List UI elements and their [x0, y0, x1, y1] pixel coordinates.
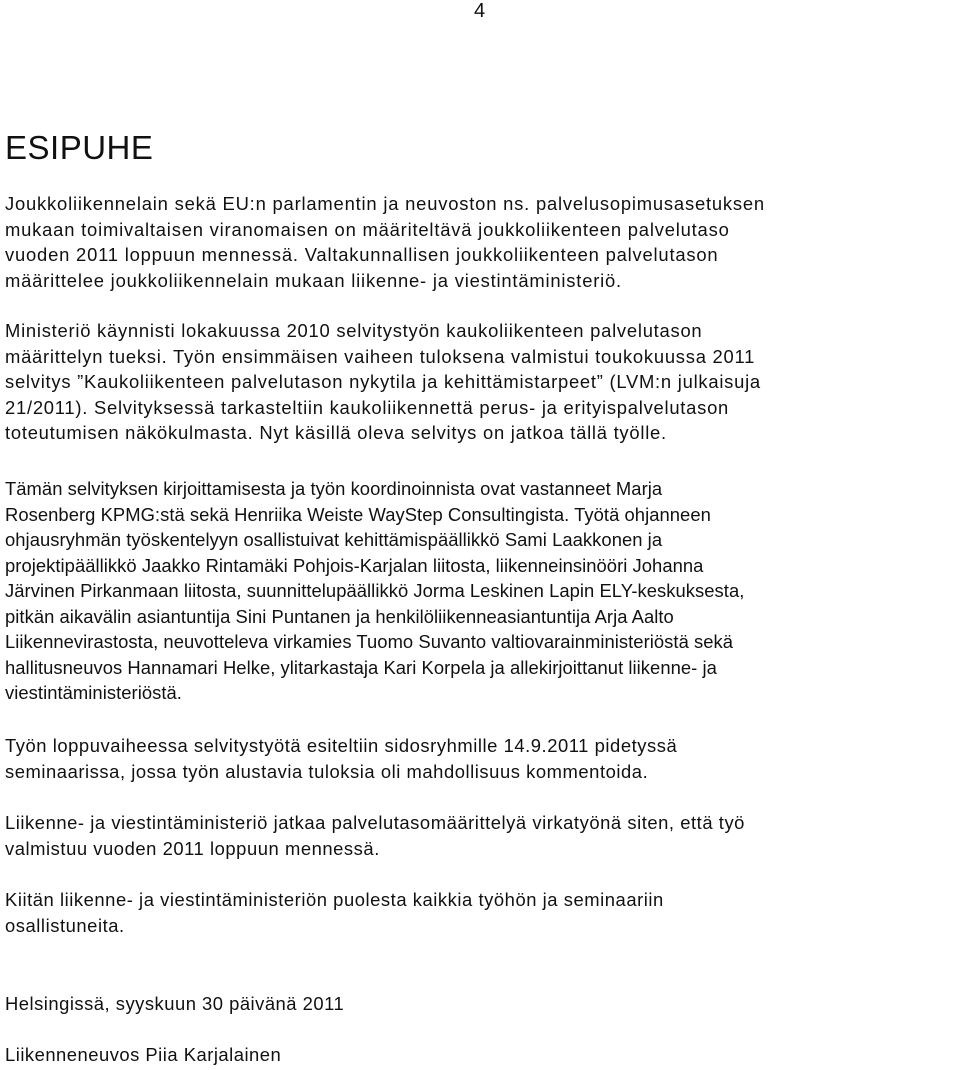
page-number: 4 [474, 0, 486, 22]
page-title: ESIPUHE [5, 129, 154, 166]
paragraph-seminar: Työn loppuvaiheessa selvitystyötä esiteltiin sidosryhmille 14.9.2011 pidetyssä seminaarissa, jossa työn alustavia tuloksia oli mahdollisuus kommentoida. [5, 735, 678, 782]
paragraph-ministry-study: Ministeriö käynnisti lokakuussa 2010 selvitystyön kaukoliikenteen palvelutason määrittelyn tueksi. Työn ensimmäisen vaiheen tuloksena valmistui toukokuussa 2011 selvitys ”Kaukoliikenteen palvelutason nykytila ja kehittämistarpeet” (LVM:n julkaisuja 21/2011). Selvityksessä tarkasteltiin kaukoliikennettä perus- ja erityispalvelutason toteutumisen näkökulmasta. Nyt käsillä oleva selvitys on jatkoa tällä työlle. [5, 320, 761, 443]
signature-signer: Liikenneneuvos Piia Karjalainen [5, 1044, 282, 1065]
paragraph-continuation: Liikenne- ja viestintäministeriö jatkaa palvelutasomäärittelyä virkatyönä siten, että työ valmistuu vuoden 2011 loppuun mennessä. [5, 812, 745, 859]
paragraph-thanks: Kiitän liikenne- ja viestintäministeriön puolesta kaikkia työhön ja seminaariin osallistuneita. [5, 889, 664, 936]
paragraph-authors-steering-group: Tämän selvityksen kirjoittamisesta ja työn koordinoinnista ovat vastanneet Marja Rosenberg KPMG:stä sekä Henriika Weiste WayStep Consultingista. Työtä ohjanneen ohjausryhmän työskentelyyn osallistuivat kehittämispäällikkö Sami Laakkonen ja projektipäällikkö Jaakko Rintamäki Pohjois-Karjalan liitosta, liikenneinsinööri Johanna Järvinen Pirkanmaan liitosta, suunnittelupäällikkö Jorma Leskinen Lapin ELY-keskuksesta, pitkän aikavälin asiantuntija Sini Puntanen ja henkilöliikenneasiantuntija Arja Aalto Liikennevirastosta, neuvotteleva virkamies Tuomo Suvanto valtiovarainministeriöstä sekä hallitusneuvos Hannamari Helke, ylitarkastaja Kari Korpela ja allekirjoittanut liikenne- ja viestintäministeriöstä. [5, 478, 745, 703]
signature-place-date: Helsingissä, syyskuun 30 päivänä 2011 [5, 993, 345, 1014]
paragraph-legislation: Joukkoliikennelain sekä EU:n parlamentin ja neuvoston ns. palvelusopimusasetuksen mukaan toimivaltaisen viranomaisen on määriteltävä joukkoliikenteen palvelutaso vuoden 2011 loppuun mennessä. Valtakunnallisen joukkoliikenteen palvelutason määrittelee joukkoliikennelain mukaan liikenne- ja viestintäministeriö. [5, 193, 765, 291]
